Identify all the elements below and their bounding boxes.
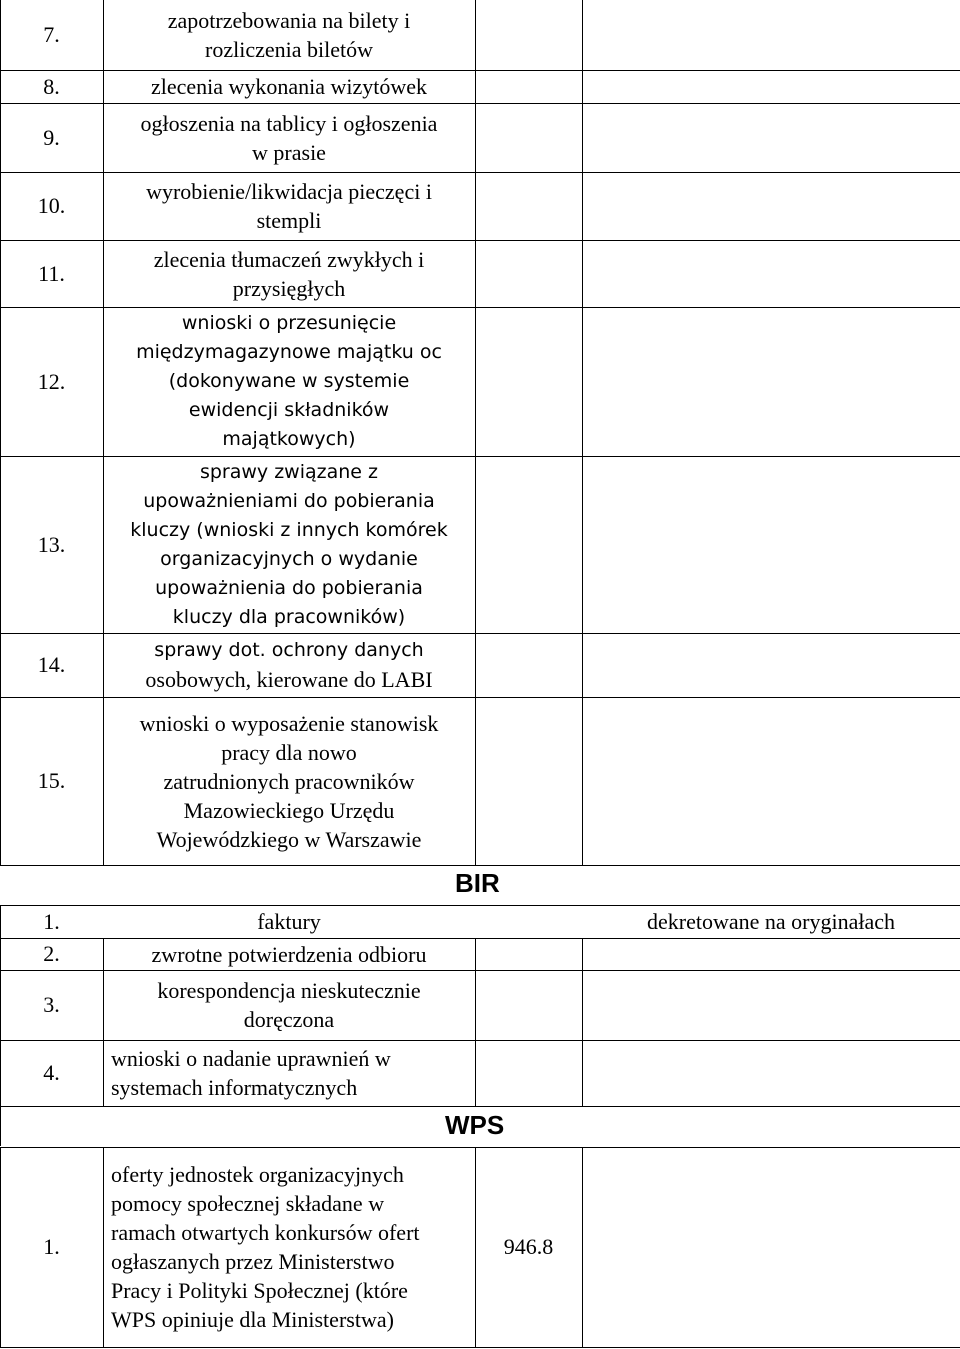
grid-line (0, 1347, 960, 1348)
row-description: wyrobienie/likwidacja pieczęci i stempli (146, 179, 432, 233)
grid-line (0, 1106, 960, 1107)
row-description: zapotrzebowania na bilety i rozliczenia biletów (167, 8, 411, 62)
row-description: zwrotne potwierdzenia odbioru (151, 941, 427, 967)
row-number: 14. (37, 652, 66, 677)
section-heading-bir: BIR (455, 868, 500, 898)
row-description: oferty jednostek organizacyjnych pomocy społecznej składane w ramach otwartych konkursów ofert ogłaszanych przez Ministerstwo Pracy i Polityki Społecznej (które WPS opiniuje dla Ministerstwa) (111, 1162, 420, 1332)
row-number: 4. (43, 1060, 60, 1085)
grid-line (582, 938, 583, 1106)
row-description: wnioski o nadanie uprawnień w systemach informatycznych (111, 1046, 391, 1100)
row-number: 13. (37, 531, 66, 557)
row-description: wnioski o wyposażenie stanowisk pracy dla nowo zatrudnionych pracowników Mazowieckiego Urzędu Wojewódzkiego w Warszawie (139, 710, 439, 852)
row-number: 1. (43, 908, 60, 934)
row-note: dekretowane na oryginałach (647, 909, 895, 934)
row-description: zlecenia wykonania wizytówek (150, 74, 428, 99)
row-code: 946.8 (503, 1234, 554, 1259)
grid-line (582, 0, 583, 866)
grid-line (475, 0, 476, 866)
grid-line (582, 1147, 583, 1348)
row-description: korespondencja nieskutecznie doręczona (157, 978, 421, 1032)
grid-line (0, 865, 960, 866)
row-description: faktury (257, 909, 321, 934)
section-heading-wps: WPS (445, 1110, 505, 1140)
row-description: wnioski o przesunięcie międzymagazynowe majątku oc (dokonywane w systemie ewidencji składników majątkowych) (136, 312, 442, 450)
row-description: sprawy związane z upoważnieniami do pobierania kluczy (wnioski z innych komórek organizacyjnych o wydanie upoważnienia do pobierania kluczy dla pracowników) (130, 460, 448, 628)
row-number: 3. (43, 992, 60, 1017)
row-number: 11. (38, 260, 65, 286)
row-number: 9. (43, 124, 60, 150)
row-number: 10. (37, 193, 66, 218)
row-number: 8. (43, 73, 60, 99)
row-number: 15. (37, 768, 66, 793)
row-number: 1. (43, 1234, 60, 1259)
grid-line (103, 1147, 104, 1348)
row-number: 7. (43, 22, 60, 47)
row-description: zlecenia tłumaczeń zwykłych i przysięgłych (153, 246, 425, 301)
row-description: ogłoszenia na tablicy i ogłoszenia w prasie (140, 110, 438, 165)
grid-line (475, 938, 476, 1106)
row-number: 12. (37, 368, 66, 394)
row-description: sprawy dot. ochrony danych osobowych, kierowane do LABI (145, 639, 433, 692)
row-number: 2. (43, 941, 60, 966)
